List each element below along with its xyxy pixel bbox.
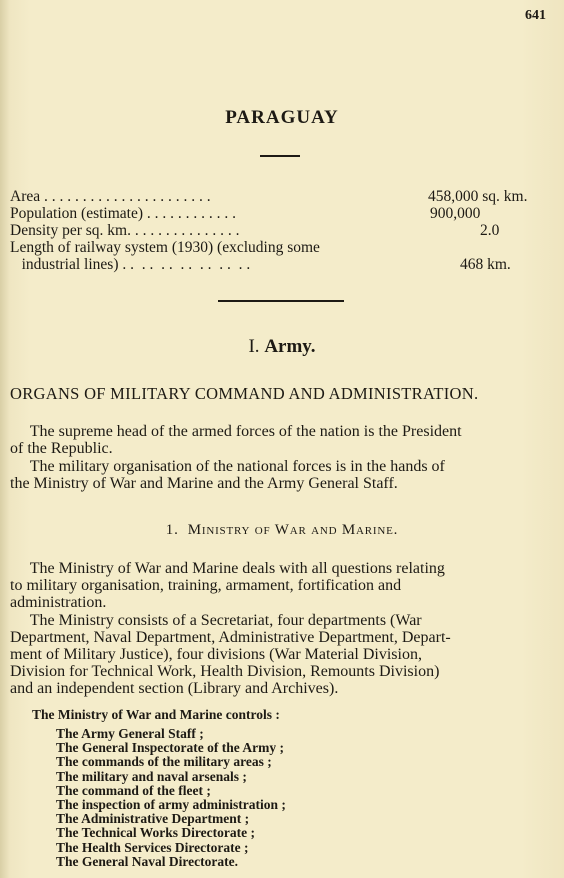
stat-label: Population (estimate) . . . . . . . . . . . . bbox=[10, 205, 237, 222]
stat-row-area bbox=[10, 188, 550, 205]
paragraph bbox=[10, 458, 550, 492]
text-line: The supreme head of the armed forces of the nation is the President bbox=[10, 423, 462, 440]
text-line: Department, Naval Department, Administrative Department, Depart- bbox=[10, 629, 451, 646]
text-line: ment of Military Justice), four divisions (War Material Division, bbox=[10, 646, 422, 663]
text-line: The Ministry of War and Marine deals with all questions relating bbox=[10, 560, 445, 577]
list-item: The Administrative Department ; bbox=[56, 811, 250, 827]
list-item: The General Naval Directorate. bbox=[56, 853, 238, 869]
stat-label: Area . . . . . . . . . . . . . . . . . . . . . . bbox=[10, 188, 211, 205]
section-number: I. bbox=[248, 336, 260, 357]
controls-list bbox=[56, 727, 286, 869]
text-line: The Ministry consists of a Secretariat, four departments (War bbox=[10, 612, 422, 629]
list-item: The Army General Staff ; bbox=[56, 726, 204, 741]
text-line: the Ministry of War and Marine and the Army General Staff. bbox=[10, 475, 398, 492]
organs-heading: ORGANS OF MILITARY COMMAND AND ADMINISTRATION. bbox=[10, 384, 479, 403]
stat-row-density bbox=[10, 222, 550, 239]
page-title: PARAGUAY bbox=[225, 107, 339, 128]
stat-row-railway bbox=[10, 239, 550, 256]
page-number: 641 bbox=[525, 8, 546, 23]
stat-row-railway-cont bbox=[10, 256, 550, 273]
stat-value: 900,000 bbox=[430, 205, 481, 222]
stat-label: industrial lines) . . . . . . . . . . . . . . bbox=[10, 256, 251, 273]
stat-value: 458,000 sq. km. bbox=[428, 188, 528, 205]
list-item: The command of the fleet ; bbox=[56, 782, 211, 798]
section-rule bbox=[218, 300, 344, 302]
stat-label: Length of railway system (1930) (excluding some bbox=[10, 239, 320, 256]
stat-label: Density per sq. km. . . . . . . . . . . . . . . bbox=[10, 222, 240, 239]
subheading: 1. Ministry of War and Marine. bbox=[165, 522, 399, 538]
section-heading bbox=[0, 336, 564, 358]
stats-table bbox=[10, 188, 550, 273]
section-title: Army. bbox=[264, 336, 316, 357]
text-line: The military organisation of the national forces is in the hands of bbox=[10, 458, 445, 475]
stat-value: 2.0 bbox=[480, 222, 500, 239]
stat-value: 468 km. bbox=[460, 256, 511, 273]
paragraph bbox=[10, 560, 550, 611]
list-item: The Technical Works Directorate ; bbox=[56, 825, 255, 841]
text-line: Division for Technical Work, Health Division, Remounts Division) bbox=[10, 663, 440, 680]
title-rule bbox=[260, 155, 300, 157]
text-line: of the Republic. bbox=[10, 440, 113, 457]
list-item: The Health Services Directorate ; bbox=[56, 839, 249, 855]
paragraph bbox=[10, 423, 550, 457]
text-line: administration. bbox=[10, 594, 107, 611]
list-item: The General Inspectorate of the Army ; bbox=[56, 740, 284, 756]
list-item: The inspection of army administration ; bbox=[56, 797, 286, 813]
list-item: The military and naval arsenals ; bbox=[56, 768, 247, 784]
text-line: to military organisation, training, armament, fortification and bbox=[10, 577, 402, 594]
text-line: and an independent section (Library and Archives). bbox=[10, 680, 339, 697]
controls-lead: The Ministry of War and Marine controls : bbox=[32, 707, 280, 722]
stat-row-population bbox=[10, 205, 550, 222]
paragraph bbox=[10, 612, 550, 697]
list-item: The commands of the military areas ; bbox=[56, 754, 272, 770]
